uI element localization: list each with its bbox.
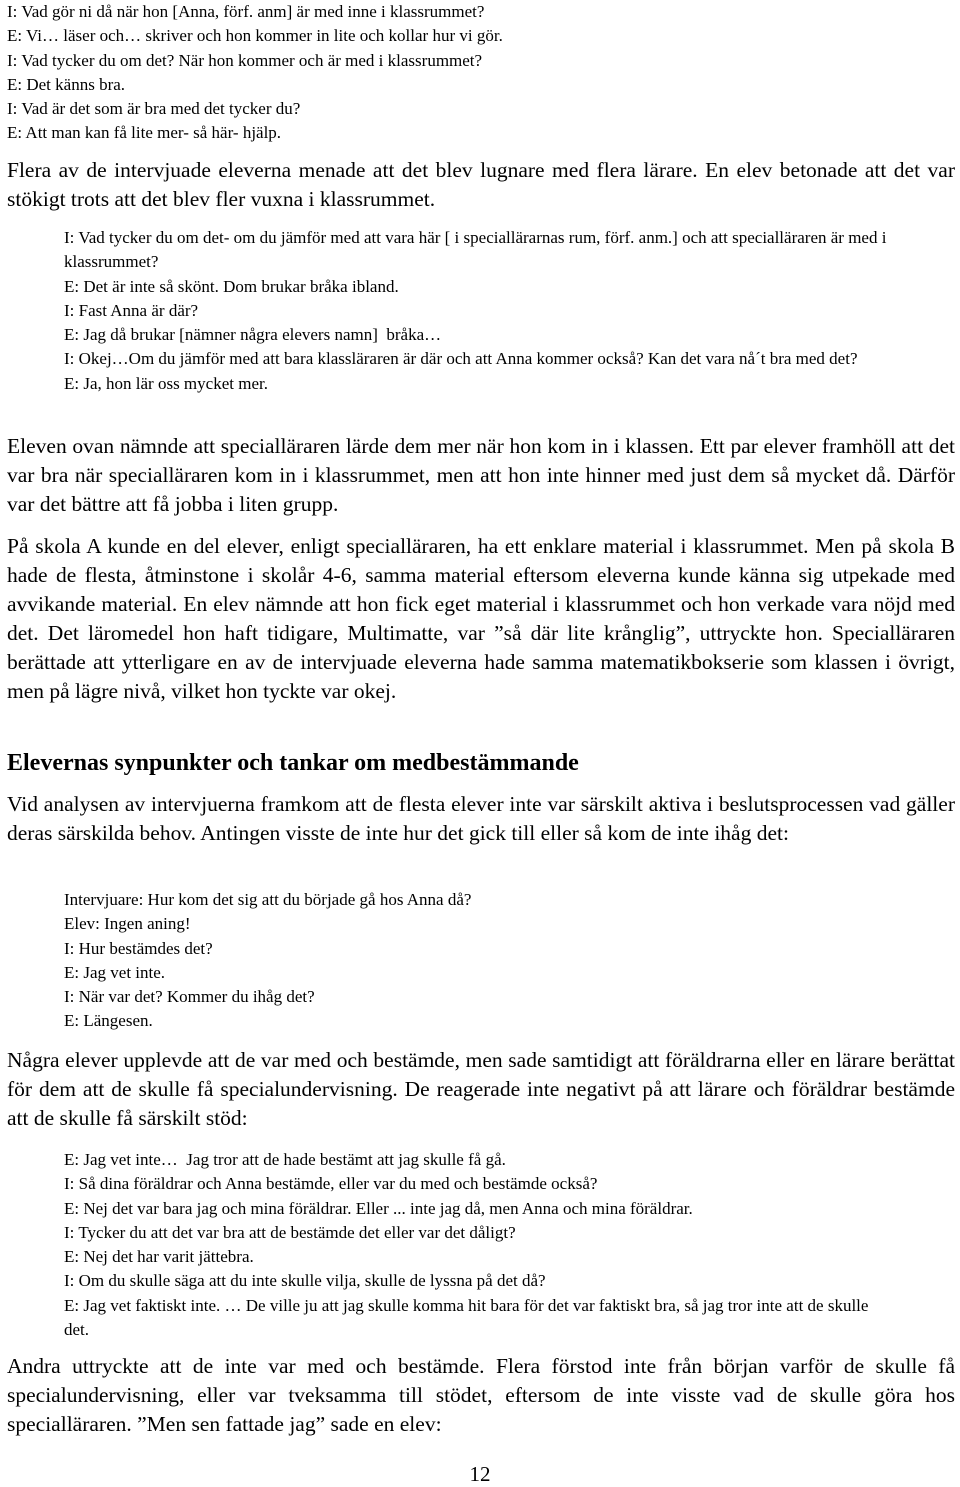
interview-line: E: Nej det har varit jättebra.	[64, 1247, 254, 1267]
interview-line: E: Ja, hon lär oss mycket mer.	[64, 373, 268, 393]
interview-line: I: Hur bestämdes det?	[64, 938, 213, 958]
interview-line: E: Jag vet inte.	[64, 962, 166, 982]
body-paragraph: Vid analysen av intervjuerna framkom att de flesta elever inte var särskilt aktiva i beslutsprocessen vad gäller deras särskilda behov. Antingen visste de inte hur det gick till eller så kom de inte ihåg det:	[7, 792, 955, 845]
interview-line: I: Vad är det som är bra med det tycker du?	[7, 99, 301, 119]
interview-line: I: Fast Anna är där?	[64, 300, 199, 320]
interview-line: E: Det känns bra.	[7, 74, 126, 94]
interview-excerpt-1	[7, 0, 503, 146]
body-paragraph: Eleven ovan nämnde att specialläraren lärde dem mer när hon kom in i klassen. Ett par elever framhöll att det var bra när specialläraren kom in i klassrummet, men att hon inte hinner med just dem så mycket då. Därför var det bättre att få jobba i liten grupp.	[7, 434, 955, 516]
interview-excerpt-3	[64, 888, 471, 1034]
interview-line: I: Så dina föräldrar och Anna bestämde, eller var du med och bestämde också?	[64, 1174, 598, 1194]
interview-excerpt-2	[64, 226, 899, 396]
body-paragraph: Några elever upplevde att de var med och bestämde, men sade samtidigt att föräldrarna eller en lärare berättat för dem att de skulle få specialundervisning. De reagerade inte negativt på att lärare och föräldrar bestämde att de skulle få särskilt stöd:	[7, 1048, 955, 1130]
interview-line: I: Vad tycker du om det? När hon kommer och är med i klassrummet?	[7, 50, 483, 70]
body-paragraph: Flera av de intervjuade eleverna menade att det blev lugnare med flera lärare. En elev betonade att det var stökigt trots att det blev fler vuxna i klassrummet.	[7, 158, 955, 211]
interview-line: I: Okej…Om du jämför med att bara klassläraren är där och att Anna kommer också? Kan det vara nå´t bra med det?	[64, 349, 858, 369]
interview-line: E: Att man kan få lite mer- så här- hjälp.	[7, 123, 282, 143]
interview-line: E: Jag vet inte… Jag tror att de hade bestämt att jag skulle få gå.	[64, 1150, 506, 1169]
interview-line: E: Jag då brukar [nämner några elevers namn] bråka…	[64, 325, 442, 345]
interview-line: E: Nej det var bara jag och mina föräldrar. Eller ... inte jag då, men Anna och mina föräldrar.	[64, 1198, 693, 1218]
body-paragraph: På skola A kunde en del elever, enligt specialläraren, ha ett enklare material i klassrummet. Men på skola B hade de flesta, åtminstone i skolår 4-6, samma material eftersom eleverna kunde känna sig utpekade med avvikande material. En elev nämnde att hon fick eget material i klassrummet och hon verkade vara nöjd med det. Det läromedel hon haft tidigare, Multimatte, var ”så där lite krånglig”, uttryckte hon. Specialläraren berättade att ytterligare en av de intervjuade eleverna hade samma matematikbokserie som klassen i övrigt, men på lägre nivå, vilket hon tyckte var okej.	[7, 534, 955, 703]
interview-excerpt-4	[64, 1148, 894, 1342]
interview-line: E: Jag vet faktiskt inte. … De ville ju att jag skulle komma hit bara för det var faktiskt bra, så jag tror inte att de skulle det.	[64, 1295, 873, 1340]
interview-line: I: Tycker du att det var bra att de bestämde det eller var det dåligt?	[64, 1222, 516, 1242]
interview-line: Intervjuare: Hur kom det sig att du började gå hos Anna då?	[64, 890, 472, 909]
interview-line: Elev: Ingen aning!	[64, 914, 191, 934]
interview-line: E: Det är inte så skönt. Dom brukar bråka ibland.	[64, 276, 399, 296]
interview-line: I: När var det? Kommer du ihåg det?	[64, 987, 315, 1007]
interview-line: E: Längesen.	[64, 1011, 153, 1031]
interview-line: I: Vad tycker du om det- om du jämför med att vara här [ i speciallärarnas rum, förf. anm.] och att speciallärare​n är med i klassrummet?	[64, 228, 891, 272]
interview-line: I: Vad gör ni då när hon [Anna, förf. anm] är med inne i klassrummet?	[7, 2, 485, 21]
page-number: 12	[469, 1462, 491, 1486]
section-heading: Elevernas synpunkter och tankar om medbestämmande	[7, 750, 579, 776]
interview-line: I: Om du skulle säga att du inte skulle vilja, skulle de lyssna på det då?	[64, 1271, 546, 1291]
body-paragraph: Andra uttryckte att de inte var med och bestämde. Flera förstod inte från början varför de skulle få specialundervisning, eller var tveksamma till stödet, eftersom de inte visste vad de skulle göra hos specialläraren. ”Men sen fattade jag” sade en elev:	[7, 1354, 955, 1436]
interview-line: E: Vi… läser och… skriver och hon kommer in lite och kollar hur vi gör.	[7, 26, 503, 46]
